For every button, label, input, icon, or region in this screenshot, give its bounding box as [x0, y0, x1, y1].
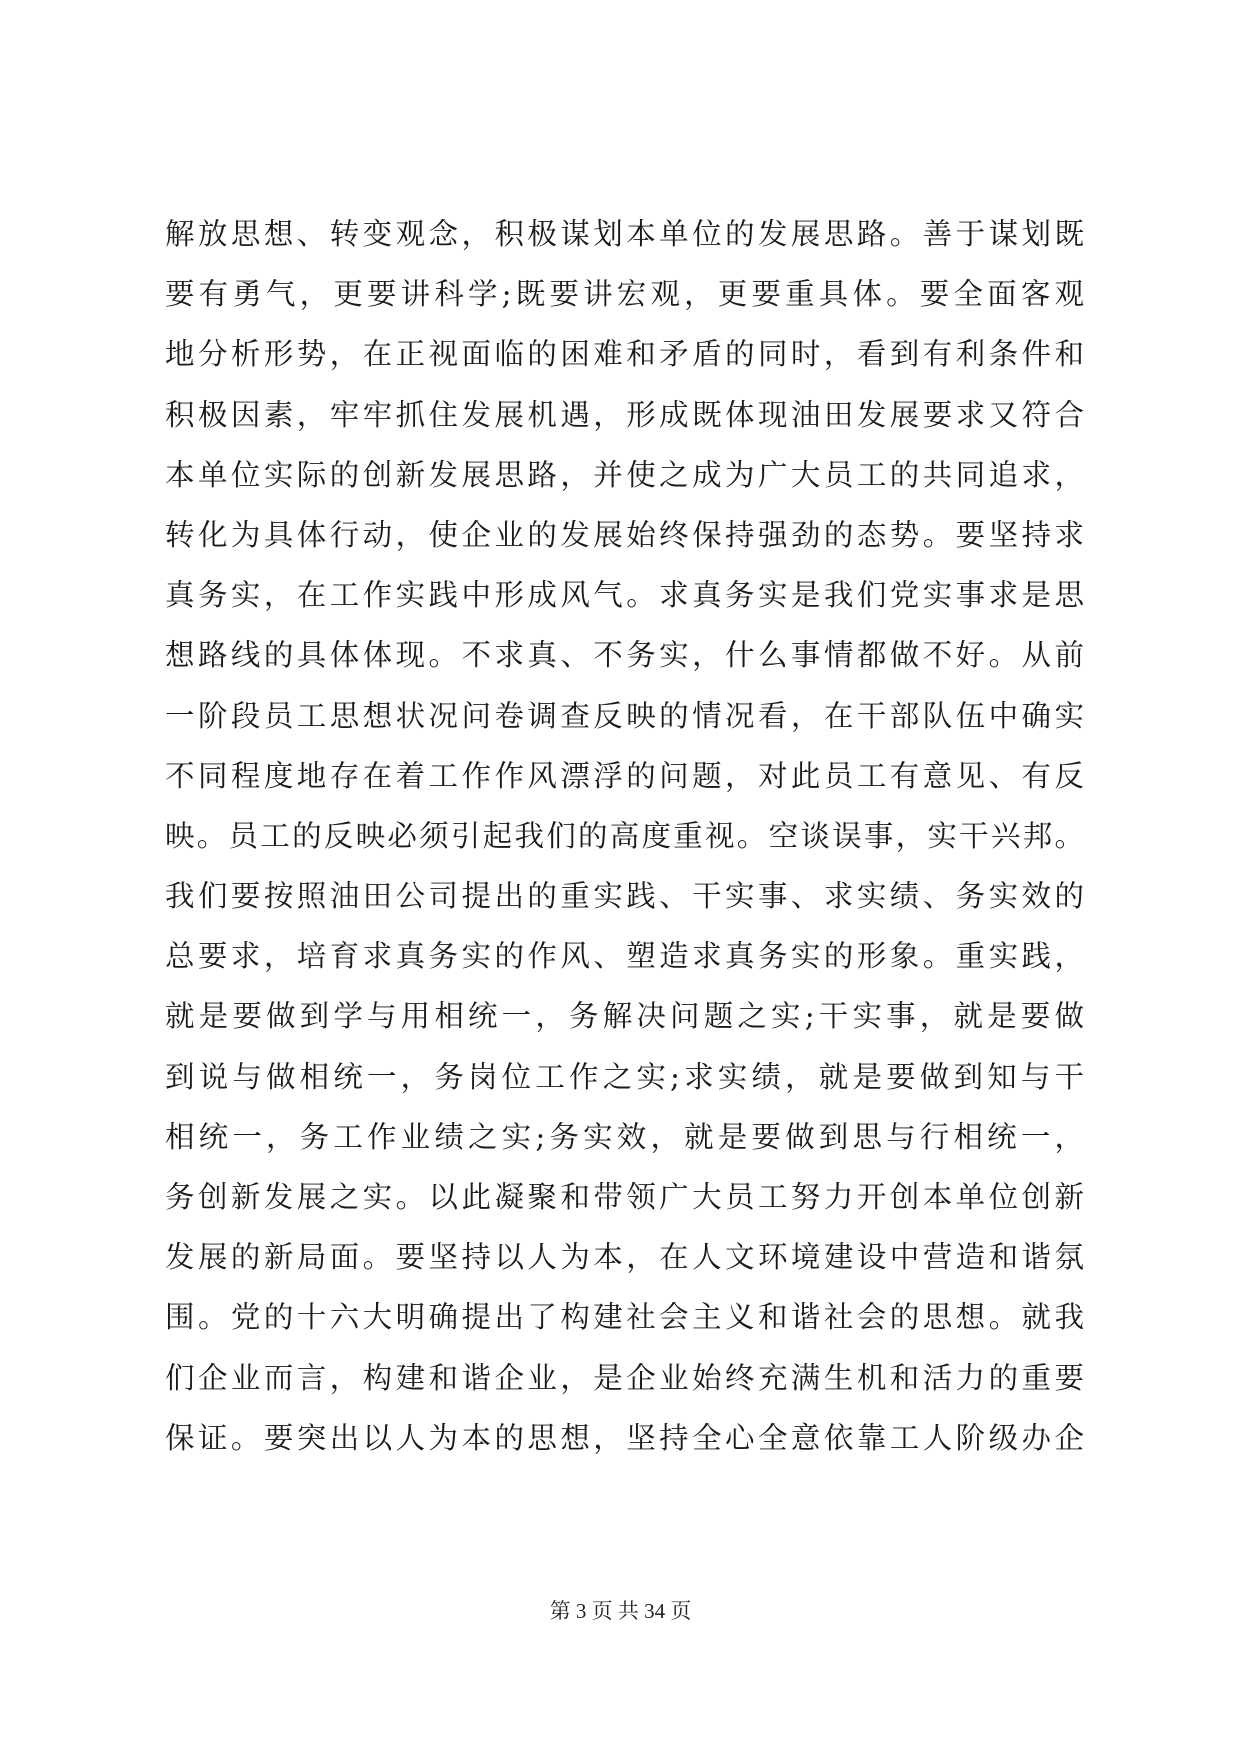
text-line: 一阶段员工思想状况问卷调查反映的情况看，在干部队伍中确实 [165, 698, 1085, 733]
text-line: 映。员工的反映必须引起我们的高度重视。空谈误事，实干兴邦。 [165, 818, 1085, 853]
text-line: 务创新发展之实。以此凝聚和带领广大员工努力开创本单位创新 [165, 1180, 1085, 1214]
text-line: 围。党的十六大明确提出了构建社会主义和谐社会的思想。就我 [165, 1300, 1085, 1335]
text-line: 总要求，培育求真务实的作风、塑造求真务实的形象。重实践， [165, 939, 1085, 974]
text-line: 不同程度地存在着工作作风漂浮的问题，对此员工有意见、有反 [165, 758, 1085, 793]
text-line: 相统一，务工作业绩之实;务实效，就是要做到思与行相统一， [165, 1119, 1085, 1154]
page-number-label: 第 3 页 共 34 页 [549, 1599, 692, 1623]
text-line: 们企业而言，构建和谐企业，是企业始终充满生机和活力的重要 [165, 1360, 1085, 1395]
text-line: 转化为具体行动，使企业的发展始终保持强劲的态势。要坚持求 [165, 517, 1085, 552]
text-line: 我们要按照油田公司提出的重实践、干实事、求实绩、务实效的 [165, 879, 1085, 914]
text-line: 真务实，在工作实践中形成风气。求真务实是我们党实事求是思 [165, 578, 1085, 613]
page-footer [0, 1597, 1241, 1625]
text-line: 发展的新局面。要坚持以人为本，在人文环境建设中营造和谐氛 [165, 1240, 1085, 1275]
text-line: 地分析形势，在正视面临的困难和矛盾的同时，看到有利条件和 [165, 337, 1085, 372]
text-line: 到说与做相统一，务岗位工作之实;求实绩，就是要做到知与干 [165, 1059, 1085, 1094]
text-line: 要有勇气，更要讲科学;既要讲宏观，更要重具体。要全面客观 [165, 277, 1085, 312]
text-line: 解放思想、转变观念，积极谋划本单位的发展思路。善于谋划既 [165, 217, 1085, 251]
text-line: 本单位实际的创新发展思路，并使之成为广大员工的共同追求， [165, 457, 1085, 492]
text-line: 积极因素，牢牢抓住发展机遇，形成既体现油田发展要求又符合 [165, 397, 1085, 432]
document-body [165, 204, 1085, 1468]
text-line: 就是要做到学与用相统一，务解决问题之实;干实事，就是要做 [165, 999, 1085, 1034]
text-line: 保证。要突出以人为本的思想，坚持全心全意依靠工人阶级办企 [165, 1420, 1085, 1455]
text-line: 想路线的具体体现。不求真、不务实，什么事情都做不好。从前 [165, 638, 1085, 673]
